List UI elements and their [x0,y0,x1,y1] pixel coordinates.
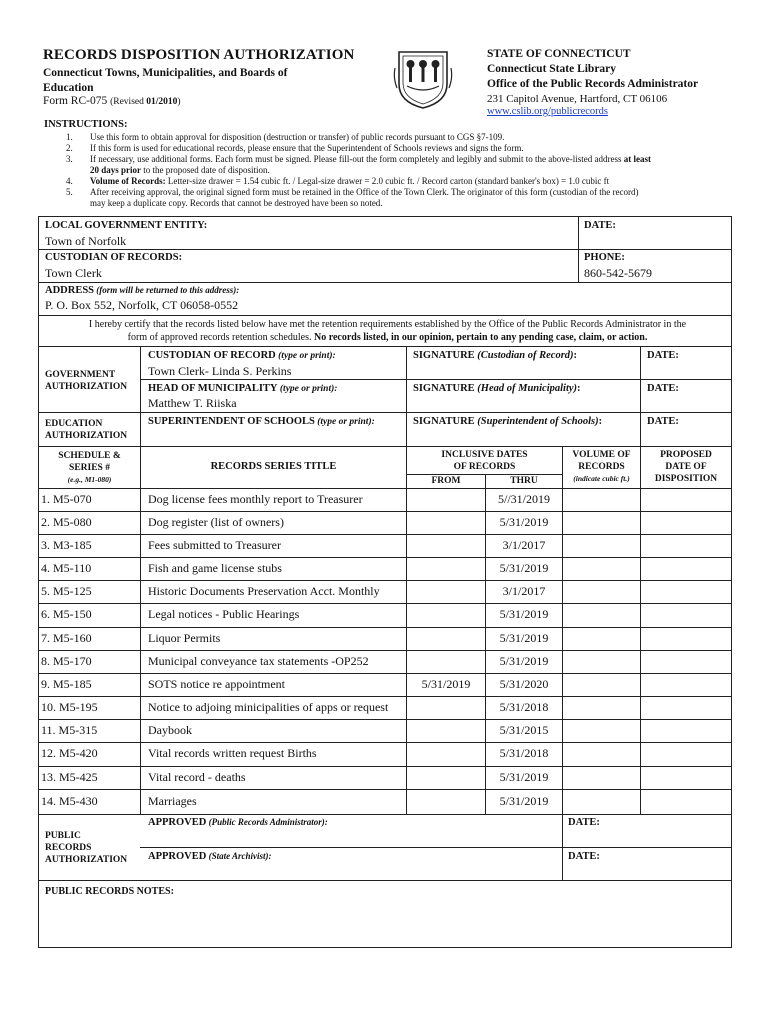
series-title-cell[interactable]: Historic Documents Preservation Acct. Monthly [148,583,380,598]
col-header-from: FROM [431,476,461,486]
series-title-cell[interactable]: Dog license fees monthly report to Treasurer [148,491,363,506]
table-row [39,557,731,580]
approved-pra-field[interactable]: APPROVED (Public Records Administrator): [148,817,328,828]
revised-prefix: (Revised [110,97,147,107]
custodian-date-field[interactable]: DATE: [647,350,679,361]
table-row [39,742,731,766]
proposed-date-cell[interactable] [641,534,731,557]
public-records-authorization-label: PUBLIC RECORDS AUTHORIZATION [45,831,128,865]
series-title-cell[interactable]: Fees submitted to Treasurer [148,537,281,552]
custodian-of-record-label: CUSTODIAN OF RECORD (type or print): [148,350,336,361]
date-thru-cell[interactable]: 5/31/2019 [499,793,549,808]
head-signature-field[interactable]: SIGNATURE (Head of Municipality): [413,383,581,394]
date-thru-cell[interactable]: 3/1/2017 [502,537,546,552]
series-title-cell[interactable]: Legal notices - Public Hearings [148,607,300,621]
proposed-date-cell[interactable] [641,557,731,580]
government-authorization-label: GOVERNMENT AUTHORIZATION [45,370,128,392]
col-header-volume: VOLUME OF RECORDS (indicate cubic ft.) [572,450,631,483]
website-link[interactable]: www.cslib.org/publicrecords [487,106,609,117]
office-name: Office of the Public Records Administrator [487,78,699,90]
table-row [39,534,731,557]
address-field[interactable]: P. O. Box 552, Norfolk, CT 06058-0552 [45,298,239,312]
certification-text: I hereby certify that the records listed below have met the retention requirements established by the Office of the Public Records Administrator in the form of approved records retention schedules. No records listed, in our opinion, pertain to any pending case, claim, or action. [88,319,687,343]
col-header-proposed-date: PROPOSED DATE OF DISPOSITION [654,450,718,484]
series-title-cell[interactable]: Fish and game license stubs [148,560,282,575]
table-row [39,580,731,603]
head-of-municipality-label: HEAD OF MUNICIPALITY (type or print): [148,383,338,394]
head-of-municipality-field[interactable]: Matthew T. Riiska [148,396,237,410]
custodian-label: CUSTODIAN OF RECORDS: [45,252,183,263]
series-number-cell[interactable]: 1. M5-070 [41,491,92,506]
table-row [39,603,731,627]
proposed-date-cell[interactable] [641,696,731,719]
volume-cell[interactable] [563,603,640,627]
proposed-date-cell[interactable] [641,719,731,742]
table-row [39,719,731,742]
table-row [39,673,731,696]
volume-cell[interactable] [563,488,640,511]
series-number-cell[interactable]: 5. M5-125 [41,583,92,598]
date-thru-cell[interactable]: 5//31/2019 [497,491,550,506]
address-label-line [45,285,239,296]
date-thru-cell[interactable]: 5/31/2019 [499,514,549,529]
approved-archivist-date-field[interactable]: DATE: [568,851,600,862]
library-name: Connecticut State Library [487,63,617,75]
date-thru-cell[interactable]: 5/31/2015 [499,722,549,737]
series-number-cell[interactable]: 3. M3-185 [41,537,92,552]
address-label-note: (form will be returned to this address): [94,285,240,295]
date-thru-cell[interactable]: 5/31/2018 [499,699,549,714]
proposed-date-cell[interactable] [641,488,731,511]
date-thru-cell[interactable]: 5/31/2019 [499,630,549,645]
form-subtitle-line2: Education [43,82,94,94]
volume-cell[interactable] [563,627,640,650]
head-date-field[interactable]: DATE: [647,383,679,394]
volume-cell[interactable] [563,650,640,673]
volume-cell[interactable] [563,766,640,789]
proposed-date-cell[interactable] [641,673,731,696]
volume-cell[interactable] [563,742,640,766]
series-title-cell[interactable]: Vital records written request Births [148,746,317,760]
date-thru-cell[interactable]: 5/31/2020 [499,676,549,691]
proposed-date-cell[interactable] [641,580,731,603]
entity-label: LOCAL GOVERNMENT ENTITY: [45,220,208,231]
custodian-signature-field[interactable]: SIGNATURE (Custodian of Record): [413,350,578,361]
series-number-cell[interactable]: 11. M5-315 [41,722,98,737]
series-number-cell[interactable]: 10. M5-195 [41,699,98,714]
series-title-cell[interactable]: Liquor Permits [148,630,221,645]
approved-archivist-field[interactable]: APPROVED (State Archivist): [148,851,272,862]
table-row [39,789,731,814]
series-number-cell[interactable]: 6. M5-150 [41,607,92,621]
state-name: STATE OF CONNECTICUT [487,48,631,60]
instructions-heading: INSTRUCTIONS: [44,119,128,130]
instruction-item-3: 3. If necessary, use additional forms. Each form must be signed. Please fill-out the form completely and legibly and submit to the above-listed address at least [66,154,652,164]
date-thru-cell[interactable]: 5/31/2018 [499,746,549,760]
proposed-date-cell[interactable] [641,603,731,627]
series-number-cell[interactable]: 8. M5-170 [41,653,92,668]
series-number-cell[interactable]: 13. M5-425 [41,769,98,784]
state-seal-icon [393,48,453,115]
volume-cell[interactable] [563,673,640,696]
superintendent-date-field[interactable]: DATE: [647,416,679,427]
series-title-cell[interactable]: SOTS notice re appointment [148,676,285,691]
instruction-item-2: 2. If this form is used for educational records, please ensure that the Superintendent of Schools reviews and signs the form. [66,143,524,153]
volume-cell[interactable] [563,580,640,603]
education-authorization-label: EDUCATION AUTHORIZATION [45,419,128,441]
custodian-field[interactable]: Town Clerk [45,266,102,280]
table-row [39,650,731,673]
address-label: ADDRESS [45,285,95,296]
col-header-thru: THRU [510,476,538,486]
col-header-title: RECORDS SERIES TITLE [210,461,337,472]
phone-field[interactable]: 860-542-5679 [584,266,652,280]
approved-pra-date-field[interactable]: DATE: [568,817,600,828]
proposed-date-cell[interactable] [641,511,731,534]
phone-label: PHONE: [584,252,625,263]
series-number-cell[interactable]: 12. M5-420 [41,746,98,760]
volume-cell[interactable] [563,789,640,814]
col-header-inclusive-dates: INCLUSIVE DATES OF RECORDS [441,450,528,472]
series-title-cell[interactable]: Notice to adjoing minicipalities of apps or request [148,699,389,714]
form-number: Form RC-075 [43,95,108,107]
superintendent-field[interactable]: SUPERINTENDENT OF SCHOOLS (type or print): [148,416,375,427]
public-records-notes-field[interactable] [45,900,725,944]
proposed-date-cell[interactable] [641,742,731,766]
series-title-cell[interactable]: Marriages [148,793,197,808]
instruction-item-5: 5. After receiving approval, the original signed form must be retained in the Office of the Town Clerk. The originator of this form (custodian of the record) [66,187,639,197]
custodian-of-record-field[interactable]: Town Clerk- Linda S. Perkins [148,364,292,378]
entity-date-label: DATE: [584,220,616,231]
proposed-date-cell[interactable] [641,789,731,814]
series-title-cell[interactable]: Municipal conveyance tax statements -OP252 [148,653,369,668]
volume-cell[interactable] [563,534,640,557]
form-number-line [43,95,181,107]
volume-cell[interactable] [563,557,640,580]
proposed-date-cell[interactable] [641,766,731,789]
proposed-date-cell[interactable] [641,627,731,650]
date-thru-cell[interactable]: 5/31/2019 [499,769,549,784]
office-address: 231 Capitol Avenue, Hartford, CT 06106 [487,93,668,105]
series-number-cell[interactable]: 9. M5-185 [41,676,92,691]
superintendent-signature-field[interactable]: SIGNATURE (Superintendent of Schools): [413,416,603,427]
date-thru-cell[interactable]: 5/31/2019 [499,653,549,668]
table-row [39,696,731,719]
col-header-schedule: SCHEDULE & SERIES # (e.g., M1-080) [58,451,121,484]
form-subtitle-line1: Connecticut Towns, Municipalities, and Boards of [43,67,288,79]
date-thru-cell[interactable]: 5/31/2019 [499,607,549,621]
table-row [39,627,731,650]
instruction-item-4: 4. Volume of Records: Letter-size drawer = 1.54 cubic ft. / Legal-size drawer = 2.0 cubic ft. / Record carton (standard banker's box) = 1.0 cubic ft [66,176,610,186]
instruction-item-3-cont: 20 days prior to the proposed date of disposition. [90,165,270,175]
date-thru-cell[interactable]: 5/31/2019 [499,560,549,575]
series-number-cell[interactable]: 2. M5-080 [41,514,92,529]
series-title-cell[interactable]: Vital record - deaths [148,769,246,784]
instructions-list [66,132,746,209]
series-title-cell[interactable]: Dog register (list of owners) [148,514,284,529]
volume-cell[interactable] [563,511,640,534]
volume-cell[interactable] [563,696,640,719]
date-thru-cell[interactable]: 3/1/2017 [502,583,546,598]
instruction-item-1: 1. Use this form to obtain approval for disposition (destruction or transfer) of public records pursuant to CGS §7-109. [66,132,505,142]
revised-suffix: ) [177,97,181,107]
series-number-cell[interactable]: 7. M5-160 [41,630,92,645]
form-title: RECORDS DISPOSITION AUTHORIZATION [43,47,355,63]
public-records-notes-label: PUBLIC RECORDS NOTES: [45,886,174,897]
entity-date-field[interactable] [584,234,724,248]
series-title-cell[interactable]: Daybook [148,722,192,737]
table-row [39,488,731,511]
proposed-date-cell[interactable] [641,650,731,673]
table-row [39,766,731,789]
table-row [39,511,731,534]
series-number-cell[interactable]: 4. M5-110 [41,560,92,575]
series-number-cell[interactable]: 14. M5-430 [41,793,98,808]
entity-field[interactable]: Town of Norfolk [45,234,127,248]
instruction-item-5-cont: may keep a duplicate copy. Records that cannot be destroyed have been so noted. [90,198,383,208]
revised-date: 01/2010 [146,97,178,107]
volume-cell[interactable] [563,719,640,742]
date-from-cell[interactable]: 5/31/2019 [421,676,471,691]
